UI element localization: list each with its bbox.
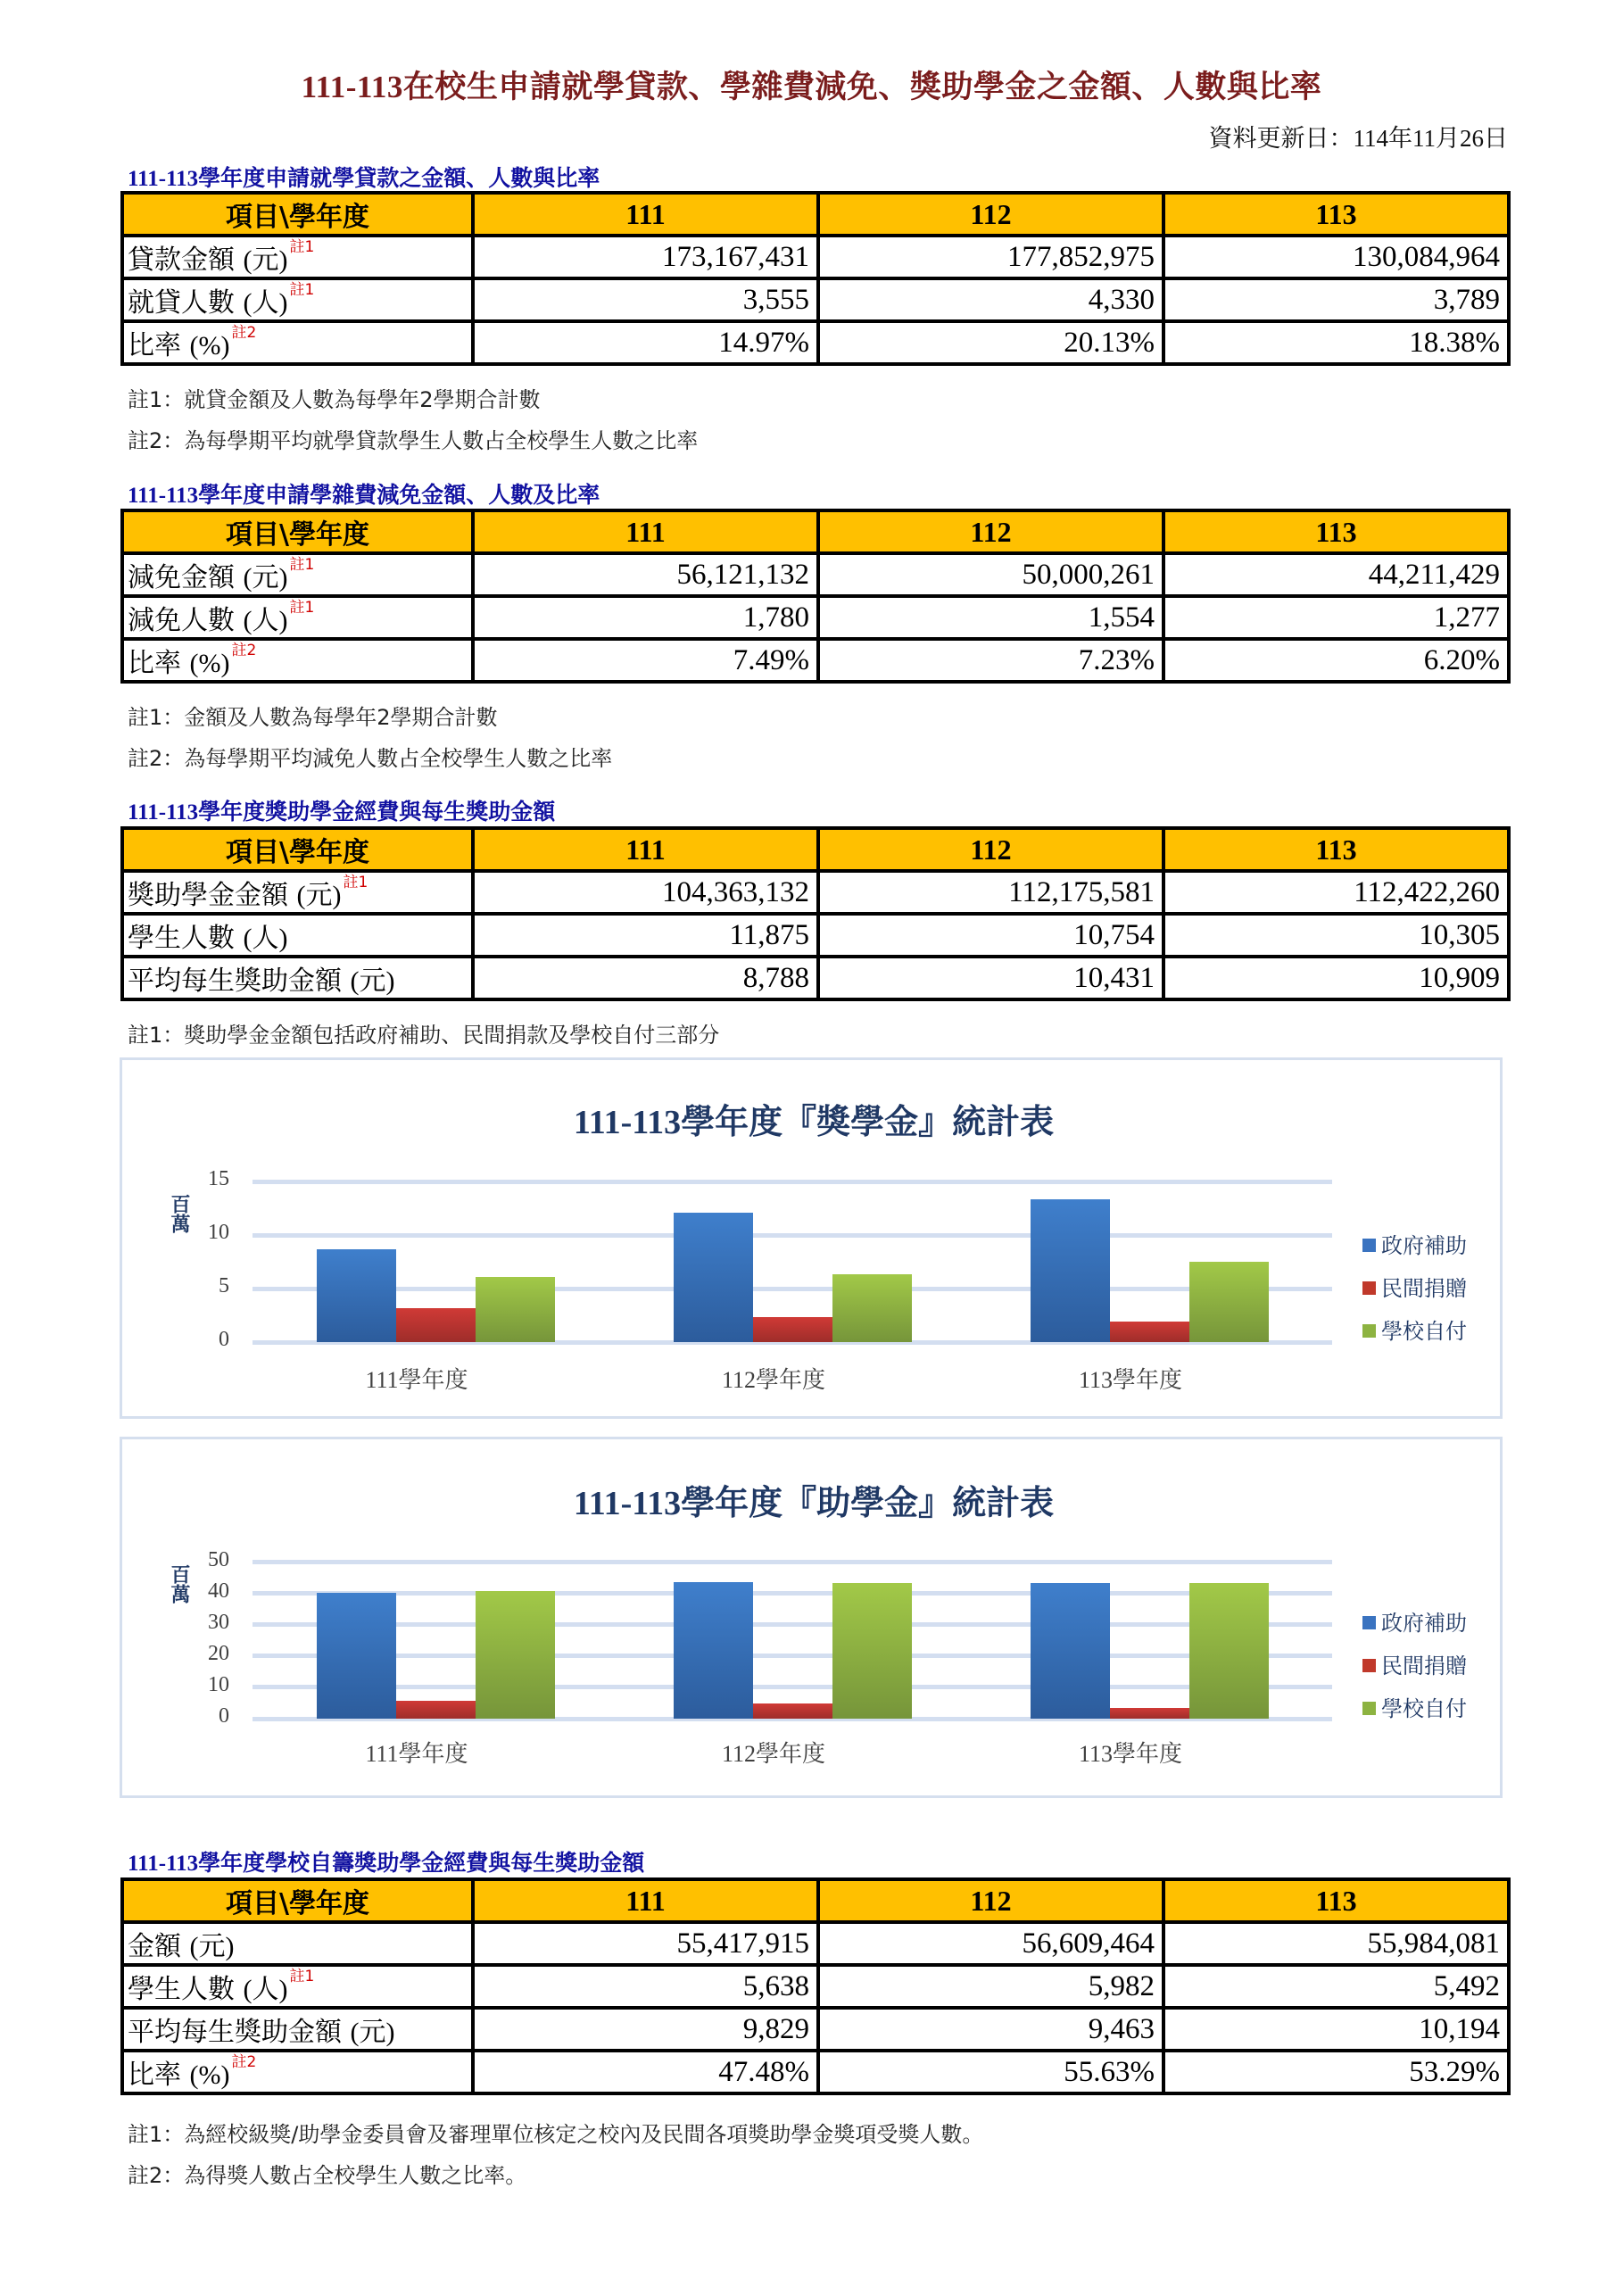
row-label: [122, 596, 473, 639]
unit: (元): [189, 1932, 235, 1961]
school-fund-section-heading: 111-113學年度學校自籌獎助學金經費與每生獎助金額: [128, 1852, 645, 1876]
cell-value: 104,363,132: [473, 871, 818, 914]
legend-item-gov: [1362, 1228, 1467, 1259]
column-header: 項目\學年度: [122, 193, 473, 236]
waiver-section-heading: 111-113學年度申請學雜費減免金額、人數及比率: [128, 484, 600, 508]
row-label: [122, 321, 473, 364]
bar-pvt: [1110, 1322, 1189, 1342]
bar-pvt: [1110, 1708, 1189, 1719]
cell-value: 44,211,429: [1163, 553, 1509, 596]
row-label-text: 就貸人數: [128, 287, 235, 319]
cell-value: 1,277: [1163, 596, 1509, 639]
table-row: [122, 596, 1509, 639]
legend-swatch-icon: [1362, 1281, 1376, 1295]
cell-value: 173,167,431: [473, 236, 818, 278]
footnote: 註2：為每學期平均就學貸款學生人數占全校學生人數之比率: [128, 428, 699, 453]
table-row: [122, 871, 1509, 914]
cell-value: 5,492: [1163, 1965, 1509, 2008]
cell-value: 56,609,464: [818, 1922, 1163, 1965]
bar-gov: [674, 1213, 753, 1342]
y-tick: 10: [208, 1221, 229, 1244]
legend-swatch-icon: [1362, 1659, 1376, 1672]
document-title: 111-113在校生申請就學貸款、學雜費減免、獎助學金之金額、人數與比率: [301, 70, 1322, 104]
column-header: 111: [473, 1879, 818, 1922]
row-label-text: 平均每生獎助金額: [128, 2017, 342, 2048]
note-marker: 註2: [231, 642, 257, 659]
bar-pvt: [753, 1703, 832, 1719]
unit: (人): [243, 606, 288, 635]
scholarship-chart: [120, 1057, 1503, 1419]
cell-value: 1,780: [473, 596, 818, 639]
bar-gov: [674, 1582, 753, 1719]
column-header: 113: [1163, 193, 1509, 236]
cell-value: 9,463: [818, 2008, 1163, 2051]
category-label: 112學年度: [721, 1367, 826, 1393]
chart-title: 111-113學年度『助學金』統計表: [573, 1485, 1055, 1522]
cell-value: 10,754: [818, 914, 1163, 957]
cell-value: 10,194: [1163, 2008, 1509, 2051]
bar-sch: [476, 1277, 555, 1342]
table-header-row: [122, 828, 1509, 871]
column-header: 113: [1163, 510, 1509, 553]
cell-value: 3,555: [473, 278, 818, 321]
bar-gov: [1031, 1583, 1110, 1719]
cell-value: 55.63%: [818, 2051, 1163, 2093]
unit: (元): [350, 966, 395, 996]
y-tick: 10: [208, 1673, 229, 1696]
cell-value: 130,084,964: [1163, 236, 1509, 278]
cell-value: 55,984,081: [1163, 1922, 1509, 1965]
cell-value: 47.48%: [473, 2051, 818, 2093]
cell-value: 14.97%: [473, 321, 818, 364]
category-label: 113學年度: [1078, 1741, 1183, 1767]
column-header: 111: [473, 510, 818, 553]
scholarship-table: [120, 826, 1511, 1001]
loan-table: [120, 191, 1511, 366]
bar-sch: [1189, 1583, 1269, 1719]
bar-sch: [832, 1274, 912, 1342]
row-label-text: 比率: [128, 330, 181, 361]
cell-value: 3,789: [1163, 278, 1509, 321]
column-header: 113: [1163, 828, 1509, 871]
y-tick: 0: [219, 1328, 229, 1351]
cell-value: 18.38%: [1163, 321, 1509, 364]
category-label: 111學年度: [365, 1367, 468, 1393]
note-marker: 註1: [289, 281, 315, 299]
bar-gov: [317, 1249, 396, 1342]
legend-label: 學校自付: [1381, 1696, 1467, 1721]
legend-item-gov: [1362, 1605, 1467, 1637]
unit: (人): [243, 288, 288, 318]
cell-value: 4,330: [818, 278, 1163, 321]
grant-chart: [120, 1437, 1503, 1798]
gridline: [253, 1180, 1332, 1184]
cell-value: 1,554: [818, 596, 1163, 639]
legend-swatch-icon: [1362, 1239, 1376, 1252]
cell-value: 177,852,975: [818, 236, 1163, 278]
footnote: 註1：就貸金額及人數為每學年2學期合計數: [128, 387, 541, 412]
bar-sch: [832, 1583, 912, 1719]
gridline: [253, 1654, 1332, 1658]
loan-section-heading: 111-113學年度申請就學貸款之金額、人數與比率: [128, 167, 600, 191]
row-label: [122, 957, 473, 999]
row-label-text: 減免人數: [128, 605, 235, 636]
legend-label: 民間捐贈: [1381, 1654, 1467, 1678]
cell-value: 112,422,260: [1163, 871, 1509, 914]
column-header: 111: [473, 828, 818, 871]
scholarship-section-heading: 111-113學年度獎助學金經費與每生獎助金額: [128, 800, 556, 825]
column-header: 111: [473, 193, 818, 236]
cell-value: 10,305: [1163, 914, 1509, 957]
footnote: 註1：獎助學金金額包括政府補助、民間捐款及學校自付三部分: [128, 1023, 720, 1048]
table-header-row: [122, 193, 1509, 236]
row-label-text: 貸款金額: [128, 245, 235, 276]
cell-value: 56,121,132: [473, 553, 818, 596]
y-tick: 50: [208, 1548, 229, 1571]
table-header-row: [122, 510, 1509, 553]
note-marker: 註1: [289, 1968, 315, 1985]
gridline: [253, 1287, 1332, 1291]
footnote: 註1：為經校級獎/助學金委員會及審理單位核定之校內及民間各項獎助學金獎項受獎人數。: [128, 2122, 984, 2147]
column-header: 項目\學年度: [122, 1879, 473, 1922]
cell-value: 5,982: [818, 1965, 1163, 2008]
update-date: 資料更新日：114年11月26日: [1208, 125, 1508, 152]
y-tick: 5: [219, 1274, 229, 1297]
row-label-text: 獎助學金金額: [128, 880, 288, 911]
row-label: [122, 639, 473, 682]
legend-item-private: [1362, 1648, 1467, 1679]
unit: (人): [243, 924, 288, 953]
row-label-text: 平均每生獎助金額: [128, 966, 342, 997]
plot-area: [253, 1181, 1332, 1342]
column-header: 112: [818, 193, 1163, 236]
cell-value: 7.23%: [818, 639, 1163, 682]
column-header: 113: [1163, 1879, 1509, 1922]
y-axis-unit: 百萬: [168, 1194, 190, 1233]
y-axis-unit: 百萬: [168, 1564, 190, 1604]
legend-item-private: [1362, 1271, 1467, 1302]
row-label-text: 金額: [128, 1931, 181, 1962]
cell-value: 5,638: [473, 1965, 818, 2008]
footnote: 註1：金額及人數為每學年2學期合計數: [128, 705, 498, 730]
note-marker: 註1: [289, 238, 315, 256]
row-label-text: 減免金額: [128, 562, 235, 593]
row-label: [122, 2008, 473, 2051]
table-row: [122, 236, 1509, 278]
table-row: [122, 1965, 1509, 2008]
unit: (%): [189, 331, 230, 361]
bar-sch: [1189, 1262, 1269, 1342]
legend-swatch-icon: [1362, 1616, 1376, 1629]
row-label: [122, 914, 473, 957]
unit: (%): [189, 649, 230, 678]
table-row: [122, 278, 1509, 321]
cell-value: 7.49%: [473, 639, 818, 682]
bar-gov: [1031, 1199, 1110, 1342]
unit: (元): [243, 563, 288, 593]
note-marker: 註1: [343, 874, 368, 891]
cell-value: 6.20%: [1163, 639, 1509, 682]
row-label: [122, 278, 473, 321]
y-tick: 40: [208, 1579, 229, 1603]
column-header: 112: [818, 510, 1163, 553]
gridline: [253, 1560, 1332, 1564]
cell-value: 10,431: [818, 957, 1163, 999]
row-label: [122, 2051, 473, 2093]
column-header: 項目\學年度: [122, 828, 473, 871]
legend-swatch-icon: [1362, 1324, 1376, 1338]
cell-value: 50,000,261: [818, 553, 1163, 596]
gridline: [253, 1233, 1332, 1238]
unit: (%): [189, 2060, 230, 2090]
row-label: [122, 553, 473, 596]
unit: (元): [350, 2018, 395, 2047]
category-label: 113學年度: [1078, 1367, 1183, 1393]
cell-value: 20.13%: [818, 321, 1163, 364]
table-row: [122, 321, 1509, 364]
table-row: [122, 957, 1509, 999]
row-label-text: 學生人數: [128, 1974, 235, 2005]
category-label: 111學年度: [365, 1741, 468, 1767]
legend-label: 政府補助: [1381, 1611, 1467, 1636]
legend-item-school: [1362, 1314, 1467, 1345]
unit: (人): [243, 1975, 288, 2004]
y-tick: 0: [219, 1704, 229, 1728]
category-label: 112學年度: [721, 1741, 826, 1767]
bar-pvt: [753, 1317, 832, 1342]
cell-value: 55,417,915: [473, 1922, 818, 1965]
plot-area: [253, 1562, 1332, 1719]
row-label: [122, 1965, 473, 2008]
footnote: 註2：為得獎人數占全校學生人數之比率。: [128, 2163, 527, 2188]
unit: (元): [296, 881, 342, 910]
note-marker: 註1: [289, 599, 315, 617]
table-header-row: [122, 1879, 1509, 1922]
cell-value: 112,175,581: [818, 871, 1163, 914]
table-row: [122, 2008, 1509, 2051]
cell-value: 53.29%: [1163, 2051, 1509, 2093]
footnote: 註2：為每學期平均減免人數占全校學生人數之比率: [128, 746, 613, 771]
gridline: [253, 1622, 1332, 1627]
y-tick: 15: [208, 1167, 229, 1190]
gridline: [253, 1685, 1332, 1689]
bar-pvt: [396, 1308, 476, 1342]
waiver-table: [120, 509, 1511, 684]
table-row: [122, 553, 1509, 596]
note-marker: 註1: [289, 556, 315, 574]
bar-sch: [476, 1591, 555, 1719]
table-row: [122, 1922, 1509, 1965]
cell-value: 9,829: [473, 2008, 818, 2051]
cell-value: 8,788: [473, 957, 818, 999]
note-marker: 註2: [231, 2053, 257, 2071]
row-label: [122, 871, 473, 914]
bar-gov: [317, 1593, 396, 1719]
column-header: 112: [818, 1879, 1163, 1922]
legend-item-school: [1362, 1691, 1467, 1722]
row-label-text: 比率: [128, 2060, 181, 2091]
table-row: [122, 2051, 1509, 2093]
legend-label: 政府補助: [1381, 1233, 1467, 1258]
row-label-text: 學生人數: [128, 923, 235, 954]
y-tick: 20: [208, 1642, 229, 1665]
unit: (元): [243, 245, 288, 275]
gridline: [253, 1591, 1332, 1596]
row-label-text: 比率: [128, 648, 181, 679]
bar-pvt: [396, 1701, 476, 1719]
cell-value: 11,875: [473, 914, 818, 957]
chart-title: 111-113學年度『獎學金』統計表: [573, 1104, 1055, 1141]
y-tick: 30: [208, 1611, 229, 1634]
cell-value: 10,909: [1163, 957, 1509, 999]
note-marker: 註2: [231, 324, 257, 342]
row-label: [122, 236, 473, 278]
table-row: [122, 639, 1509, 682]
column-header: 項目\學年度: [122, 510, 473, 553]
column-header: 112: [818, 828, 1163, 871]
legend-label: 學校自付: [1381, 1319, 1467, 1344]
row-label: [122, 1922, 473, 1965]
legend-swatch-icon: [1362, 1702, 1376, 1715]
legend-label: 民間捐贈: [1381, 1276, 1467, 1301]
table-row: [122, 914, 1509, 957]
school-fund-table: [120, 1877, 1511, 2095]
